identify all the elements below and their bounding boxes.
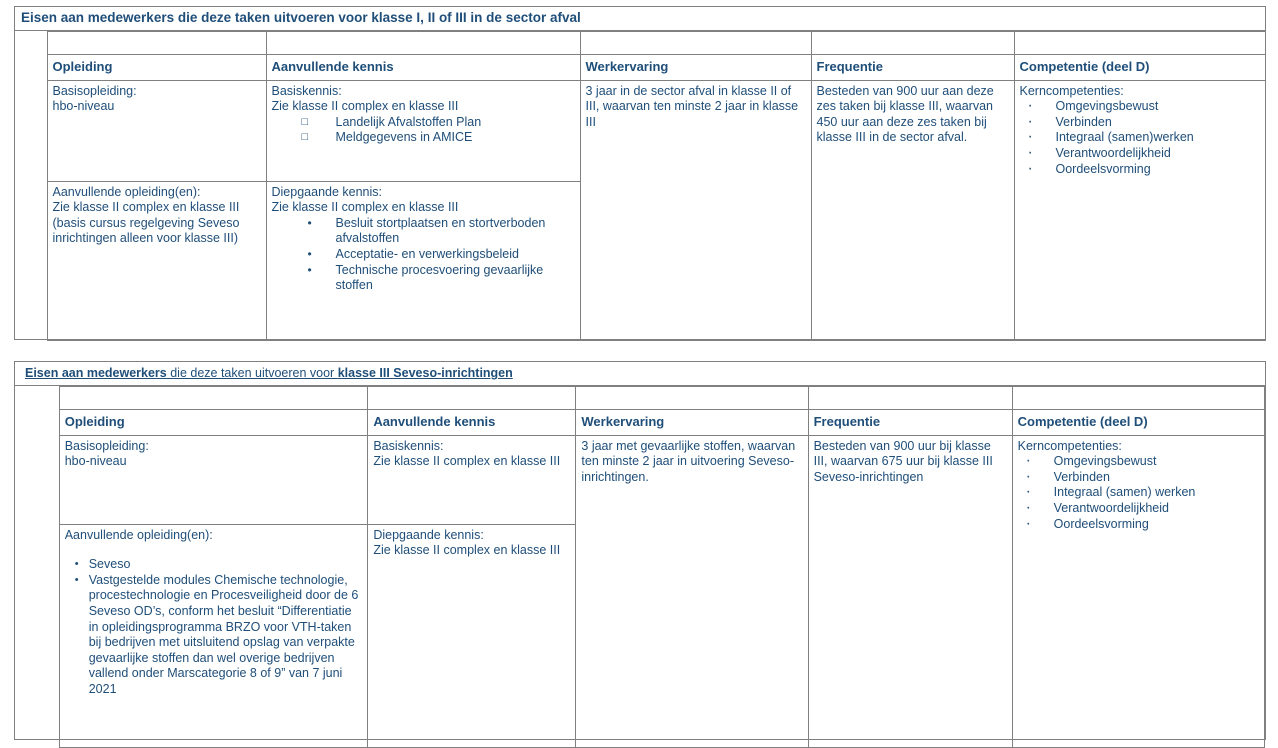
- list-item: · Verbinden: [1018, 470, 1259, 486]
- opleiding-title: Basisopleiding:: [64, 438, 149, 453]
- kerncompetenties-list: [1018, 454, 1259, 532]
- requirements-block-seveso: [14, 361, 1266, 740]
- kennis-line: Zie klasse II complex en klasse III: [373, 454, 561, 469]
- list-item: · Verantwoordelijkheid: [1018, 501, 1259, 517]
- list-item: · Omgevingsbewust: [1020, 99, 1260, 115]
- cell-opleiding-basis: [47, 80, 266, 181]
- cell-diepgaande-kennis: [266, 181, 580, 340]
- column-header-aanvullende-kennis: Aanvullende kennis: [368, 410, 576, 436]
- gutter-cell: [15, 524, 59, 747]
- gutter-cell: [15, 181, 47, 340]
- gutter-cell: [15, 32, 47, 55]
- kerncompetenties-list: [1020, 99, 1260, 177]
- column-header-competentie: Competentie (deel D): [1014, 55, 1265, 81]
- column-header-frequentie: Frequentie: [808, 410, 1012, 436]
- column-header-frequentie: Frequentie: [811, 55, 1014, 81]
- block-2-caption: [15, 362, 1265, 386]
- block-1-caption-text: Eisen aan medewerkers die deze taken uitvoeren voor klasse I, II of III in de sector afval: [21, 10, 581, 25]
- list-item: • Besluit stortplaatsen en stortverboden afvalstoffen: [302, 216, 575, 247]
- opleiding-line: hbo-niveau: [64, 454, 127, 469]
- gutter-cell: [15, 387, 59, 410]
- table-row: [15, 435, 1265, 524]
- table-header-row: [15, 55, 1265, 81]
- list-item: · Verbinden: [1020, 115, 1260, 131]
- opleiding-line: hbo-niveau: [52, 99, 115, 114]
- table-row-spacer: [15, 32, 1265, 55]
- cell-opleiding-basis: [59, 435, 368, 524]
- spacer-cell: [47, 32, 266, 55]
- cell-frequentie: Besteden van 900 uur bij klasse III, waarvan 675 uur bij klasse III Seveso-inrichtingen: [808, 435, 1012, 747]
- list-item: □ Meldgegevens in AMICE: [302, 130, 575, 146]
- opleiding-title: Aanvullende opleiding(en):: [64, 527, 213, 542]
- spacer-cell: [368, 387, 576, 410]
- opleiding-line: Zie klasse II complex en klasse III (basis cursus regelgeving Seveso inrichtingen alleen voor klasse III): [52, 200, 240, 246]
- table-row-spacer: [15, 387, 1265, 410]
- kennis-bullet-list: [302, 115, 575, 146]
- kennis-bullet-list: [302, 216, 575, 294]
- list-item: · Integraal (samen) werken: [1018, 485, 1259, 501]
- spacer-cell: [580, 32, 811, 55]
- column-header-werkervaring: Werkervaring: [580, 55, 811, 81]
- spacer-cell: [59, 387, 368, 410]
- gutter-cell: [15, 410, 59, 436]
- cell-werkervaring: 3 jaar met gevaarlijke stoffen, waarvan ten minste 2 jaar in uitvoering Seveso-inrichtingen.: [576, 435, 808, 747]
- list-item: · Oordeelsvorming: [1020, 162, 1260, 178]
- spacer-cell: [576, 387, 808, 410]
- spacer-cell: [1012, 387, 1264, 410]
- block-2-caption-middle: die deze taken uitvoeren voor: [166, 366, 338, 380]
- column-header-aanvullende-kennis: Aanvullende kennis: [266, 55, 580, 81]
- column-header-competentie: Competentie (deel D): [1012, 410, 1264, 436]
- kennis-title: Basiskennis:: [271, 83, 342, 98]
- column-header-opleiding: Opleiding: [59, 410, 368, 436]
- cell-basiskennis: [368, 435, 576, 524]
- table-row: [15, 80, 1265, 181]
- cell-opleiding-aanvullend: [59, 524, 368, 747]
- opleiding-title: Aanvullende opleiding(en):: [52, 184, 201, 199]
- list-item: · Integraal (samen)werken: [1020, 130, 1260, 146]
- table-header-row: [15, 410, 1265, 436]
- list-item: • Seveso: [75, 557, 363, 573]
- column-header-werkervaring: Werkervaring: [576, 410, 808, 436]
- cell-basiskennis: [266, 80, 580, 181]
- requirements-table-afval: [15, 31, 1266, 341]
- list-item: · Oordeelsvorming: [1018, 517, 1259, 533]
- kennis-title: Basiskennis:: [373, 438, 444, 453]
- spacer-cell: [266, 32, 580, 55]
- kennis-line: Zie klasse II complex en klasse III: [271, 200, 459, 215]
- cell-diepgaande-kennis: [368, 524, 576, 747]
- kennis-line: Zie klasse II complex en klasse III: [373, 543, 561, 558]
- block-2-caption-bold-suffix: klasse III Seveso-inrichtingen: [337, 366, 513, 380]
- list-item: · Omgevingsbewust: [1018, 454, 1259, 470]
- cell-competentie: [1014, 80, 1265, 340]
- list-item: • Acceptatie- en verwerkingsbeleid: [302, 247, 575, 263]
- gutter-cell: [15, 55, 47, 81]
- list-item: □ Landelijk Afvalstoffen Plan: [302, 115, 575, 131]
- opleiding-bullet-list: [75, 557, 363, 697]
- cell-opleiding-aanvullend: [47, 181, 266, 340]
- kennis-title: Diepgaande kennis:: [271, 184, 382, 199]
- cell-werkervaring: 3 jaar in de sector afval in klasse II of III, waarvan ten minste 2 jaar in klasse III: [580, 80, 811, 340]
- spacer-cell: [811, 32, 1014, 55]
- gutter-cell: [15, 435, 59, 524]
- column-header-opleiding: Opleiding: [47, 55, 266, 81]
- competentie-title: Kerncompetenties:: [1017, 438, 1122, 453]
- spacer-cell: [1014, 32, 1265, 55]
- requirements-block-afval: [14, 6, 1266, 340]
- block-1-caption: [15, 7, 1265, 31]
- kennis-title: Diepgaande kennis:: [373, 527, 484, 542]
- requirements-table-seveso: [15, 386, 1265, 748]
- list-item: • Technische procesvoering gevaarlijke stoffen: [302, 263, 575, 294]
- gutter-cell: [15, 80, 47, 181]
- cell-competentie: [1012, 435, 1264, 747]
- kennis-line: Zie klasse II complex en klasse III: [271, 99, 459, 114]
- spacer-cell: [808, 387, 1012, 410]
- cell-frequentie: Besteden van 900 uur aan deze zes taken bij klasse III, waarvan 450 uur aan deze zes taken bij klasse III in de sector afval.: [811, 80, 1014, 340]
- list-item: · Verantwoordelijkheid: [1020, 146, 1260, 162]
- opleiding-title: Basisopleiding:: [52, 83, 137, 98]
- competentie-title: Kerncompetenties:: [1019, 83, 1124, 98]
- block-2-caption-bold-prefix: Eisen aan medewerkers: [25, 366, 167, 380]
- list-item: • Vastgestelde modules Chemische technologie, procestechnologie en Procesveiligheid door de 6 Seveso OD’s, conform het besluit “Differentiatie in opleidingsprogramma BRZO voor VTH-taken bij bedrijven met uitsluitend opslag van verpakte gevaarlijke stoffen dan wel overige bedrijven vallend onder Marscategorie 8 of 9” van 7 juni 2021: [75, 573, 363, 698]
